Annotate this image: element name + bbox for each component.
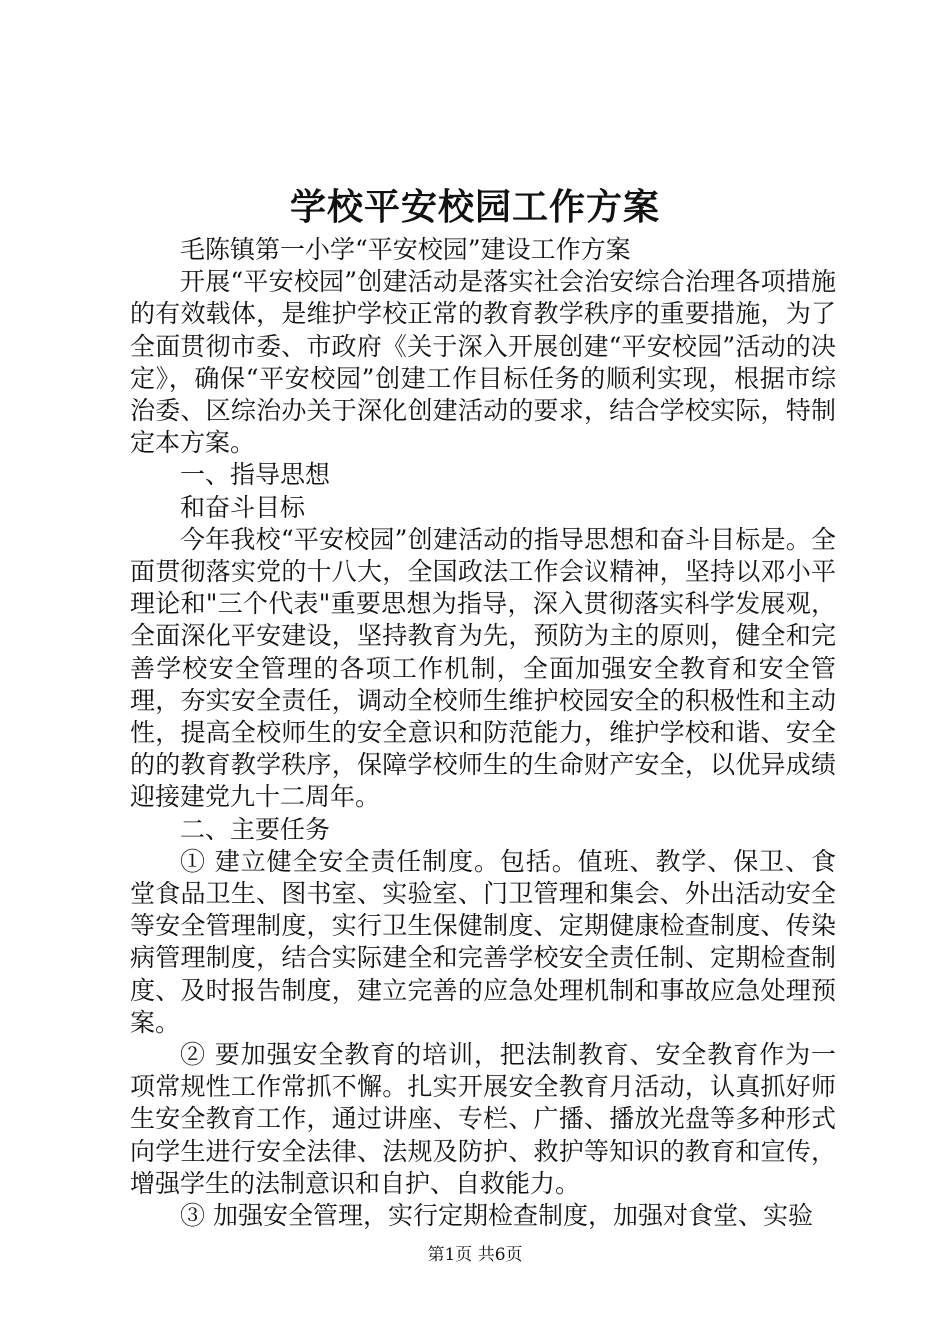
section-heading-main-tasks: 二、主要任务 bbox=[180, 814, 331, 844]
document-title: 学校平安校园工作方案 bbox=[289, 186, 660, 228]
subtitle-paragraph: 毛陈镇第一小学“平安校园”建设工作方案 bbox=[180, 235, 631, 264]
goals-paragraph: 今年我校“平安校园”创建活动的指导思想和奋斗目标是。全面贯彻落实党的十八大，全国政法工作会议精神，坚持以邓小平理论和"三个代表"重要思想为指导，深入贯彻落实科学发展观，全面深化平安建设，坚持教育为先，预防为主的原则，健全和完善学校安全管理的各项工作机制，全面加强安全教育和安全管理，夯实安全责任，调动全校师生维护校园安全的积极性和主动性，提高全校师生的安全意识和防范能力，维护学校和谐、安全的的教育教学秩序，保障学校师生的生命财产安全，以优异成绩迎接建党九十二周年。 bbox=[130, 524, 836, 812]
task-item-1: ① 建立健全安全责任制度。包括。值班、教学、保卫、食堂食品卫生、图书室、实验室、门卫管理和集会、外出活动安全等安全管理制度，实行卫生保健制度、定期健康检查制度、传染病管理制度，结合实际建全和完善学校安全责任制、定期检查制度、及时报告制度，建立完善的应急处理机制和事故应急处理预案。 bbox=[130, 846, 836, 1037]
section-heading-guiding-thought: 一、指导思想 bbox=[180, 460, 331, 490]
page-footer: 第1页 共6页 bbox=[427, 1245, 523, 1265]
task-item-2: ② 要加强安全教育的培训，把法制教育、安全教育作为一项常规性工作常抓不懈。扎实开展安全教育月活动，认真抓好师生安全教育工作，通过讲座、专栏、广播、播放光盘等多种形式向学生进行安全法律、法规及防护、救护等知识的教育和宣传，增强学生的法制意识和自护、自救能力。 bbox=[130, 1040, 836, 1198]
section-heading-goals: 和奋斗目标 bbox=[180, 492, 306, 522]
document-body bbox=[130, 234, 836, 1232]
intro-paragraph: 开展“平安校园”创建活动是落实社会治安综合治理各项措施的有效载体，是维护学校正常的教育教学秩序的重要措施，为了全面贯彻市委、市政府《关于深入开展创建“平安校园”活动的决定》，确保“平安校园”创建工作目标任务的顺利实现，根据市综治委、区综治办关于深化创建活动的要求，结合学校实际，特制定本方案。 bbox=[130, 267, 836, 458]
task-item-3: ③ 加强安全管理，实行定期检查制度，加强对食堂、实验 bbox=[180, 1201, 813, 1231]
